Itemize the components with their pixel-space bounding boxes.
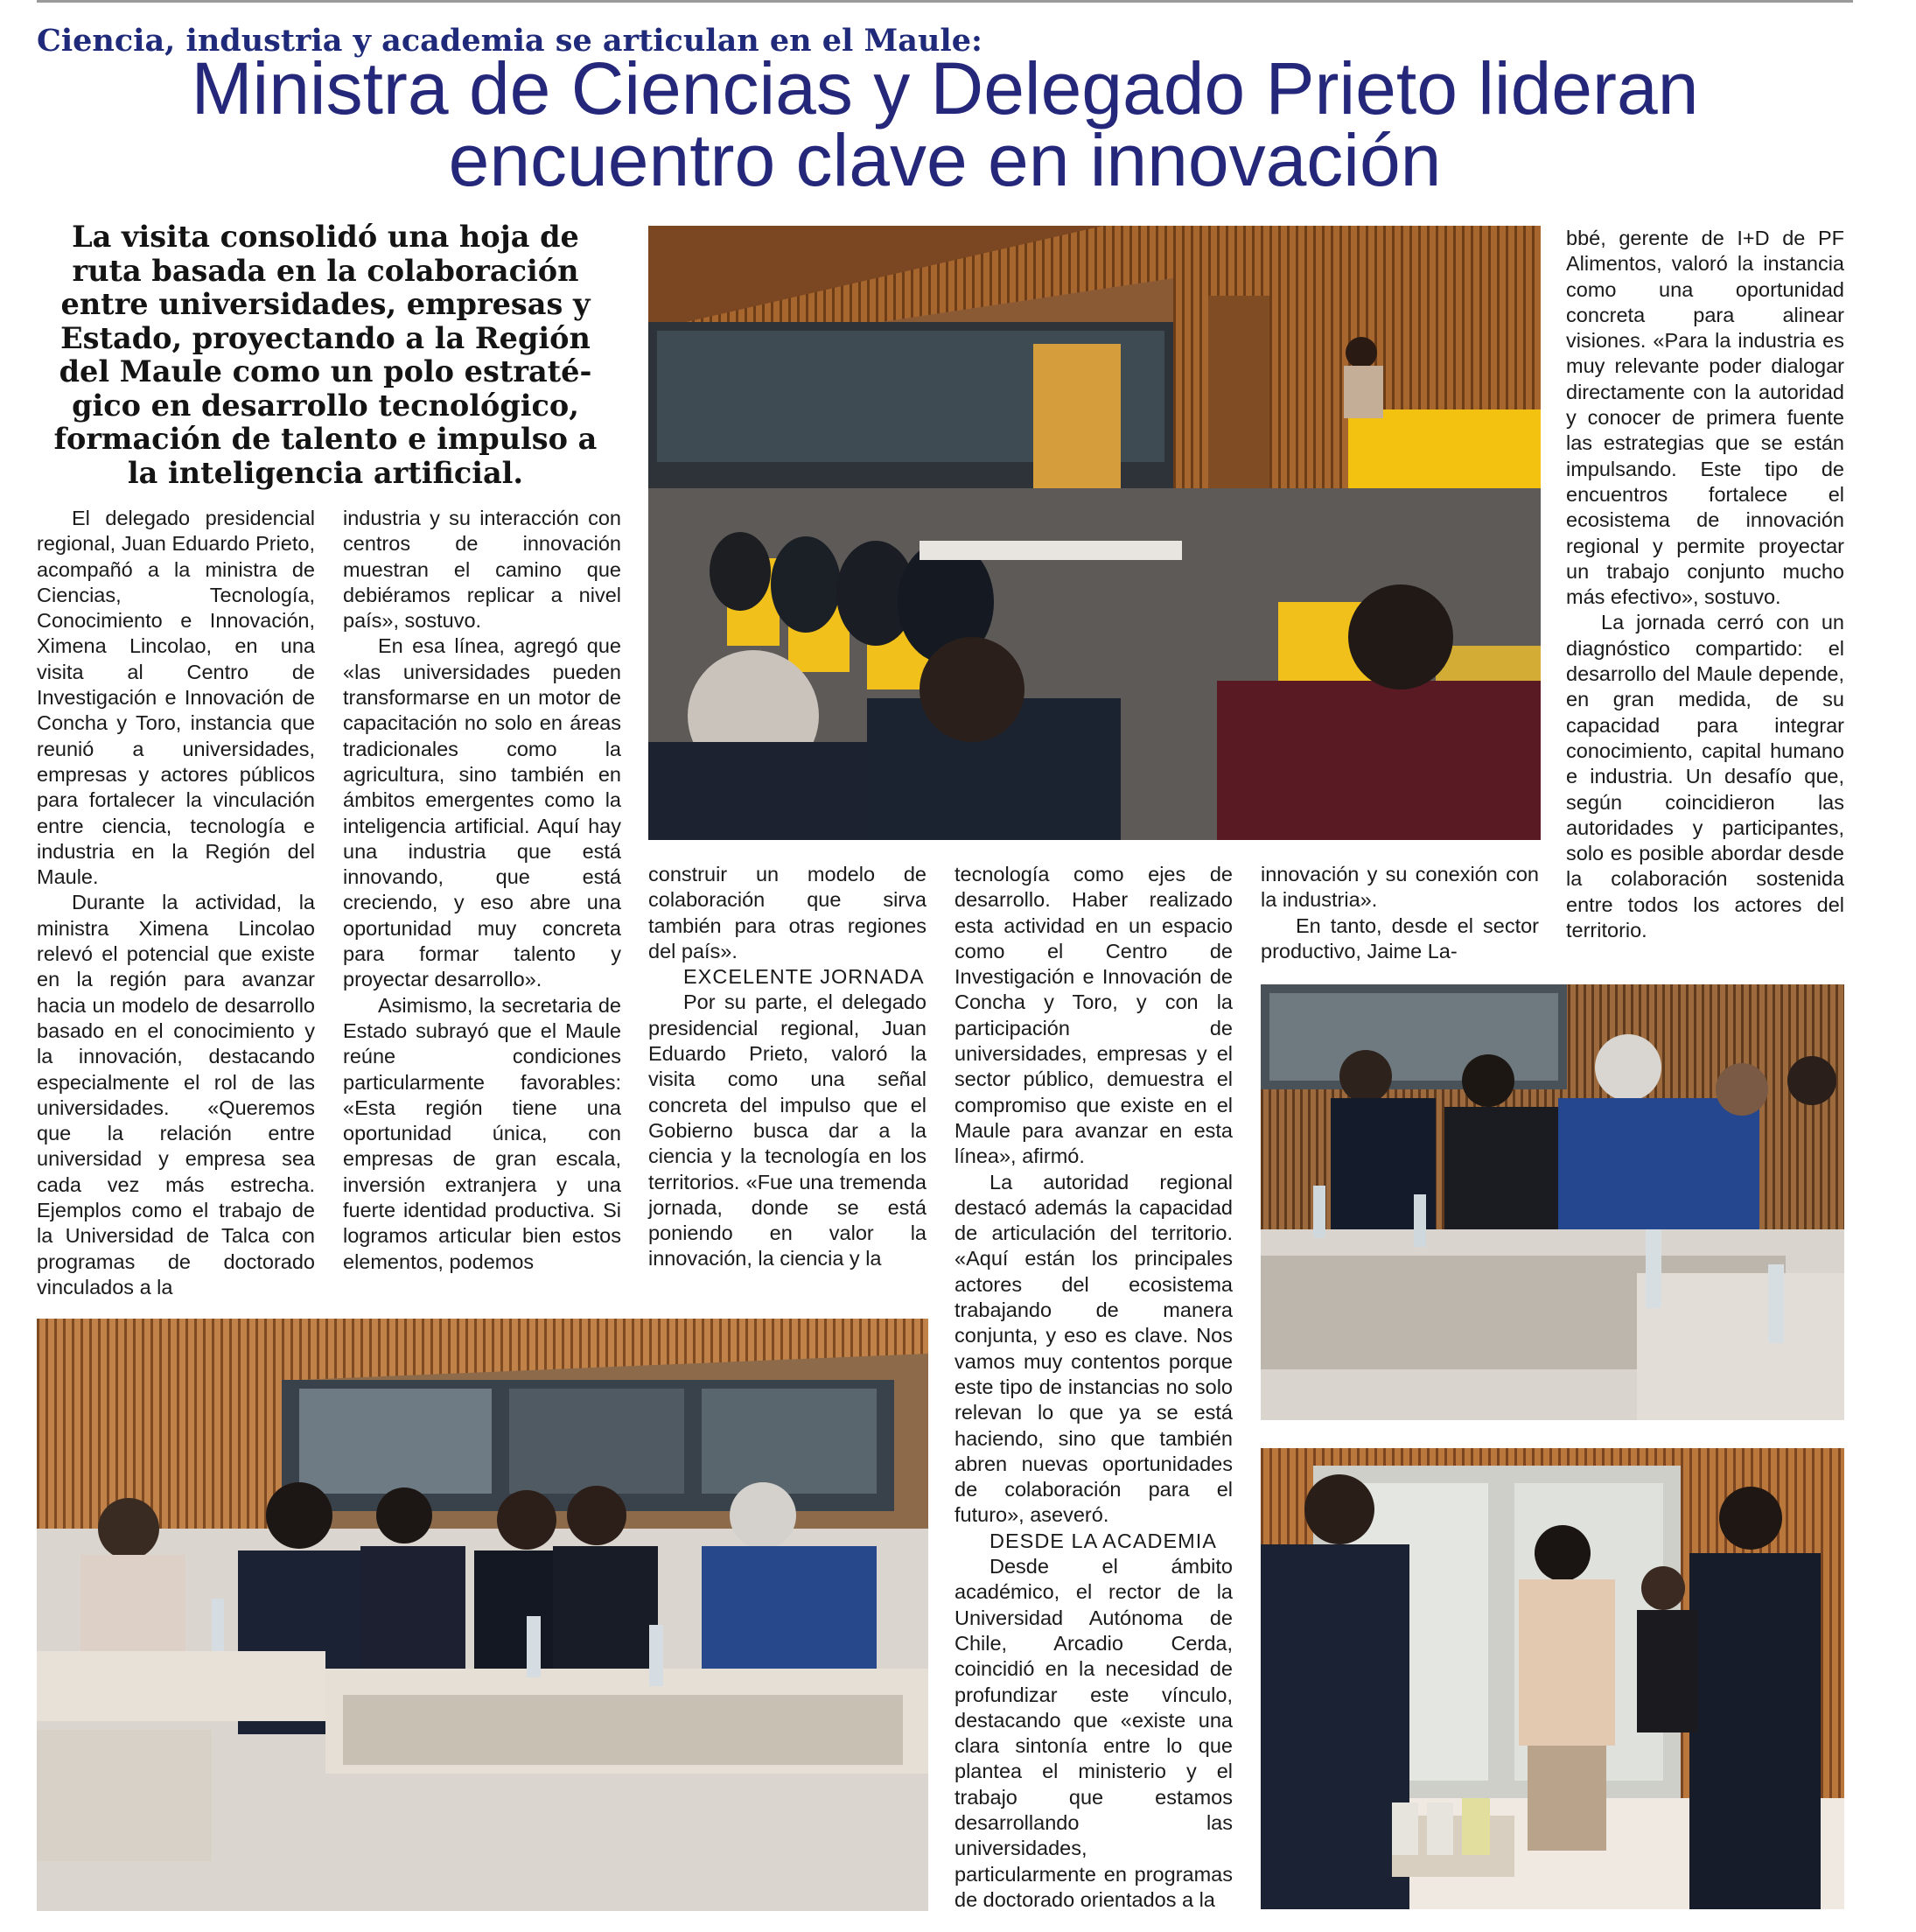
paragraph: Desde el ámbito académico, el rector de la Universidad Autónoma de Chile, Arcadio Cerda, coincidió en la necesidad de profundizar este vínculo, destacando que «existe una clara sintonía entre lo que plantea el ministerio y el trabajo que estamos desarrollando las universidades, particularmente en programas de doctorado orientados a la: [955, 1555, 1233, 1911]
paragraph: construir un modelo de colaboración que sirva también para otras regiones del país».: [648, 863, 927, 962]
paragraph: Durante la actividad, la ministra Ximena Lincolao relevó el potencial que existe en la región para avanzar hacia un modelo de desarrollo basado en el conocimiento y la innovación, destacando especialmente el rol de las universidades. «Queremos que la relación entre universidad y empresa sea cada vez más estrecha. Ejemplos como el trabajo de la Universidad de Talca con programas de doctorado vinculados a la: [37, 891, 315, 1298]
deck-line: Estado, proyectando a la Región: [60, 320, 591, 355]
subheading-excelente-jornada: EXCELENTE JORNADA: [683, 965, 925, 989]
body-column-6: [1566, 226, 1844, 943]
headline-line-1: Ministra de Ciencias y Delegado Prieto lideran: [191, 47, 1699, 130]
paragraph: La autoridad regional destacó además la capacidad de articulación del territorio. «Aquí están los principales actores del ecosistema trabajando de manera conjunta, y eso es clave. Nos vamos muy contentos porque este tipo de instancias no solo relevan lo que ya se está haciendo, sino que también abren nuevas oportunidades de colaboración para el futuro», aseveró.: [955, 1170, 1233, 1527]
photo-seated-audience: [37, 1319, 928, 1911]
deck-line: gico en desarrollo tecnológico,: [72, 388, 579, 423]
deck-line: La visita consolidó una hoja de: [72, 220, 579, 254]
paragraph: Asimismo, la secretaria de Estado subrayó que el Maule reúne condiciones particularmente favorables: «Esta región tiene una oportunidad única, con empresas de gran escala, inversión extranjera y una fuerte identidad productiva. Si logramos articular bien estos elementos, podemos: [343, 993, 621, 1273]
deck: [37, 220, 614, 490]
paragraph: bbé, gerente de I+D de PF Alimentos, valoró la instancia como una oportunidad concreta para alinear visiones. «Para la industria es muy relevante poder dialogar directamente con la autoridad y conocer de primera fuente las estrategias que se están impulsando. Este tipo de encuentros fortalece el ecosistema de innovación regional y permite proyectar un trabajo conjunto mucho más efectivo», sostuvo.: [1566, 227, 1844, 609]
body-column-1: [37, 506, 315, 1300]
deck-line: la inteligencia artificial.: [127, 455, 524, 490]
photo-attendees-microphone: [1261, 984, 1844, 1420]
paragraph: La jornada cerró con un diagnóstico compartido: el desarrollo del Maule depende, en gran medida, de su capacidad para integrar conocimiento, capital humano e industria. Un desafío que, según coincidieron las autoridades y participantes, solo es posible abordar desde la colaboración sostenida entre todos los actores del territorio.: [1566, 611, 1844, 942]
body-column-4: [955, 862, 1233, 1913]
deck-line: ruta basada en la colaboración: [72, 253, 579, 288]
headline-line-2: encuentro clave en innovación: [448, 119, 1442, 201]
photo-auditorium-main: [648, 226, 1541, 840]
top-rule: [37, 0, 1853, 3]
deck-line: del Maule como un polo estraté-: [59, 354, 592, 388]
paragraph: El delegado presidencial regional, Juan Eduardo Prieto, acompañó a la ministra de Ciencias, Tecnología, Conocimiento e Innovación, Ximena Lincolao, en una visita al Centro de Investigación e Innovación de Concha y Toro, instancia que reunió a universidades, empresas y actores públicos para fortalecer la vinculación entre ciencia, tecnología e industria en la Región del Maule.: [37, 507, 315, 889]
body-column-2: [343, 506, 621, 1275]
paragraph: En tanto, desde el sector productivo, Jaime La-: [1261, 914, 1539, 962]
deck-line: formación de talento e impulso a: [53, 422, 598, 456]
body-column-3: [648, 862, 927, 1272]
subheading-desde-la-academia: DESDE LA ACADEMIA: [989, 1529, 1217, 1552]
headline: [37, 47, 1853, 201]
paragraph: industria y su interacción con centros de innovación muestran el camino que debiéramos replicar a nivel país», sostuvo.: [343, 507, 621, 633]
body-column-5: [1261, 862, 1539, 964]
photo-standing-conversation: [1261, 1448, 1844, 1909]
paragraph: innovación y su conexión con la industria».: [1261, 863, 1539, 912]
paragraph: En esa línea, agregó que «las universidades pueden transformarse en un motor de capacitación no solo en áreas tradicionales como la agricultura, sino también en ámbitos emergentes como la inteligencia artificial. Aquí hay una industria que está innovando, que está creciendo, y eso abre una oportunidad muy concreta para formar talento y proyectar desarrollo».: [343, 634, 621, 991]
paragraph: Por su parte, el delegado presidencial regional, Juan Eduardo Prieto, valoró la visita como una señal concreta del impulso que el Gobierno busca dar a la ciencia y la tecnología en los territorios. «Fue una tremenda jornada, donde se está poniendo en valor la innovación, la ciencia y la: [648, 990, 927, 1270]
kicker: Ciencia, industria y academia se articulan en el Maule:: [37, 23, 982, 59]
deck-line: entre universidades, empresas y: [60, 287, 591, 321]
paragraph: tecnología como ejes de desarrollo. Haber realizado esta actividad en un espacio como el Centro de Investigación e Innovación de Concha y Toro, y con la participación de universidades, empresas y el sector público, demuestra el compromiso que existe en el Maule para avanzar en esta línea», afirmó.: [955, 863, 1233, 1168]
